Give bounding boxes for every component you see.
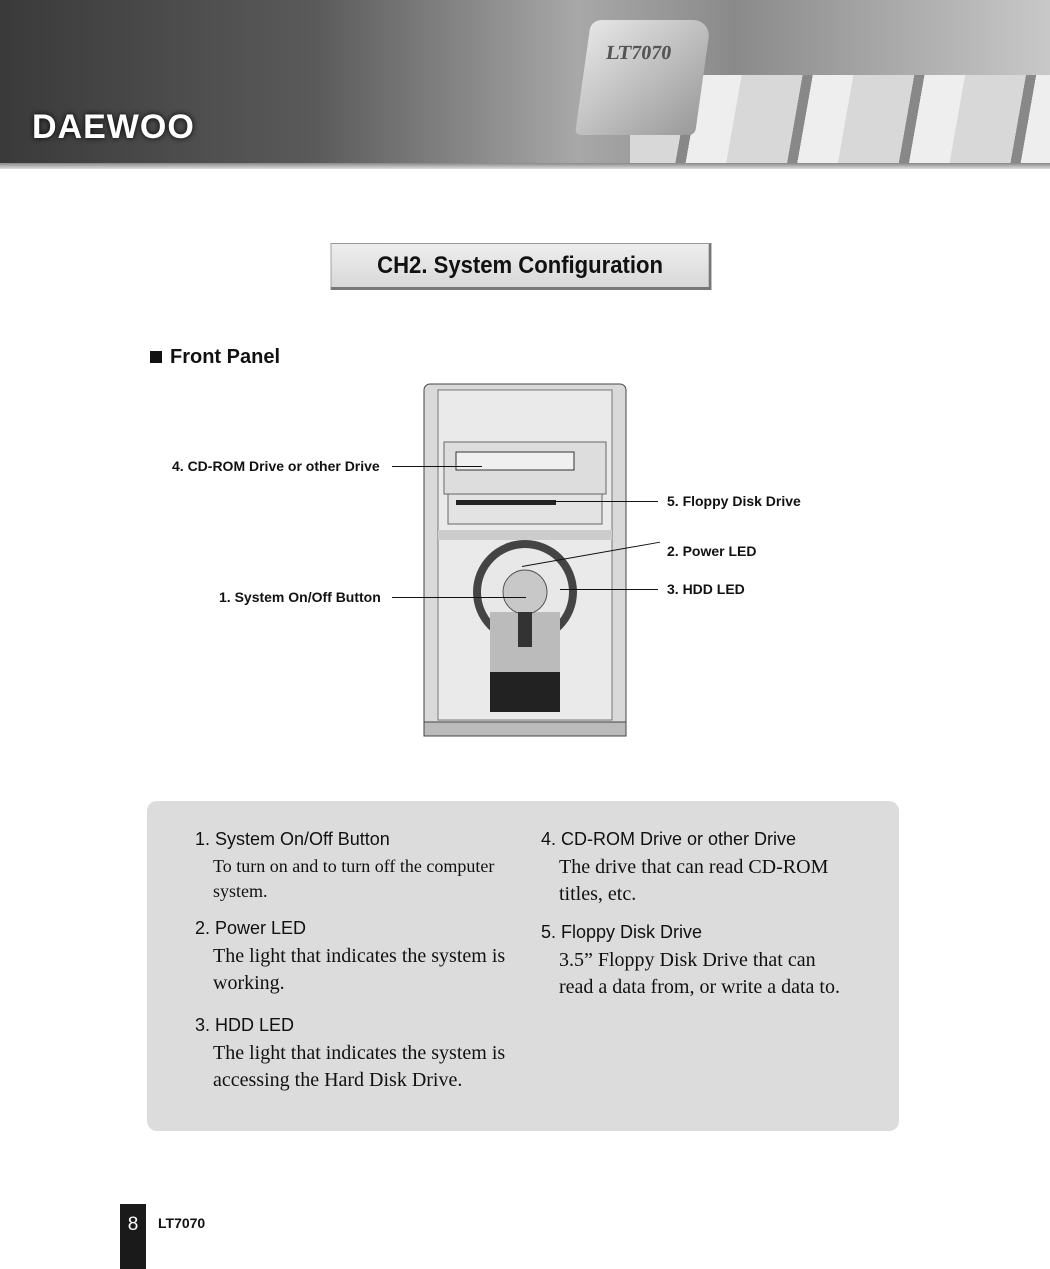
item-description: 3.5” Floppy Disk Drive that can read a data from, or write a data to. (559, 949, 840, 998)
callout-line (392, 597, 526, 598)
item-description: To turn on and to turn off the computer system. (213, 856, 495, 901)
item-title: 1. System On/Off Button (195, 829, 390, 849)
callout-power-button: 1. System On/Off Button (219, 589, 381, 605)
callout-hdd-led: 3. HDD LED (667, 581, 745, 597)
header-banner (0, 0, 1050, 165)
chapter-title: CH2. System Configuration (331, 243, 712, 290)
description-panel (147, 801, 899, 1131)
item-title: 5. Floppy Disk Drive (541, 922, 703, 942)
page-number: 8 (120, 1204, 146, 1269)
callout-line (555, 501, 658, 502)
brand-logo: DAEWOO (32, 108, 195, 146)
pc-front-panel-illustration (420, 382, 630, 740)
item-title: 3. HDD LED (195, 1015, 295, 1035)
callout-line (392, 466, 482, 467)
item-title: 4. CD-ROM Drive or other Drive (541, 829, 797, 849)
callout-power-led: 2. Power LED (667, 543, 757, 559)
bullet-square-icon (150, 351, 162, 363)
callout-floppy: 5. Floppy Disk Drive (667, 493, 801, 509)
section-heading (150, 346, 280, 369)
keycap-label: LT7070 (604, 42, 673, 64)
callout-cdrom: 4. CD-ROM Drive or other Drive (172, 458, 380, 474)
item-description: The drive that can read CD-ROM titles, etc. (559, 856, 829, 905)
item-description: The light that indicates the system is accessing the Hard Disk Drive. (213, 1042, 506, 1091)
footer-model: LT7070 (158, 1215, 206, 1231)
keycap-image (575, 20, 711, 135)
item-title: 2. Power LED (195, 918, 307, 938)
callout-line (560, 589, 658, 590)
divider (0, 163, 1050, 169)
item-description: The light that indicates the system is working. (213, 945, 506, 994)
section-title: Front Panel (170, 346, 281, 368)
